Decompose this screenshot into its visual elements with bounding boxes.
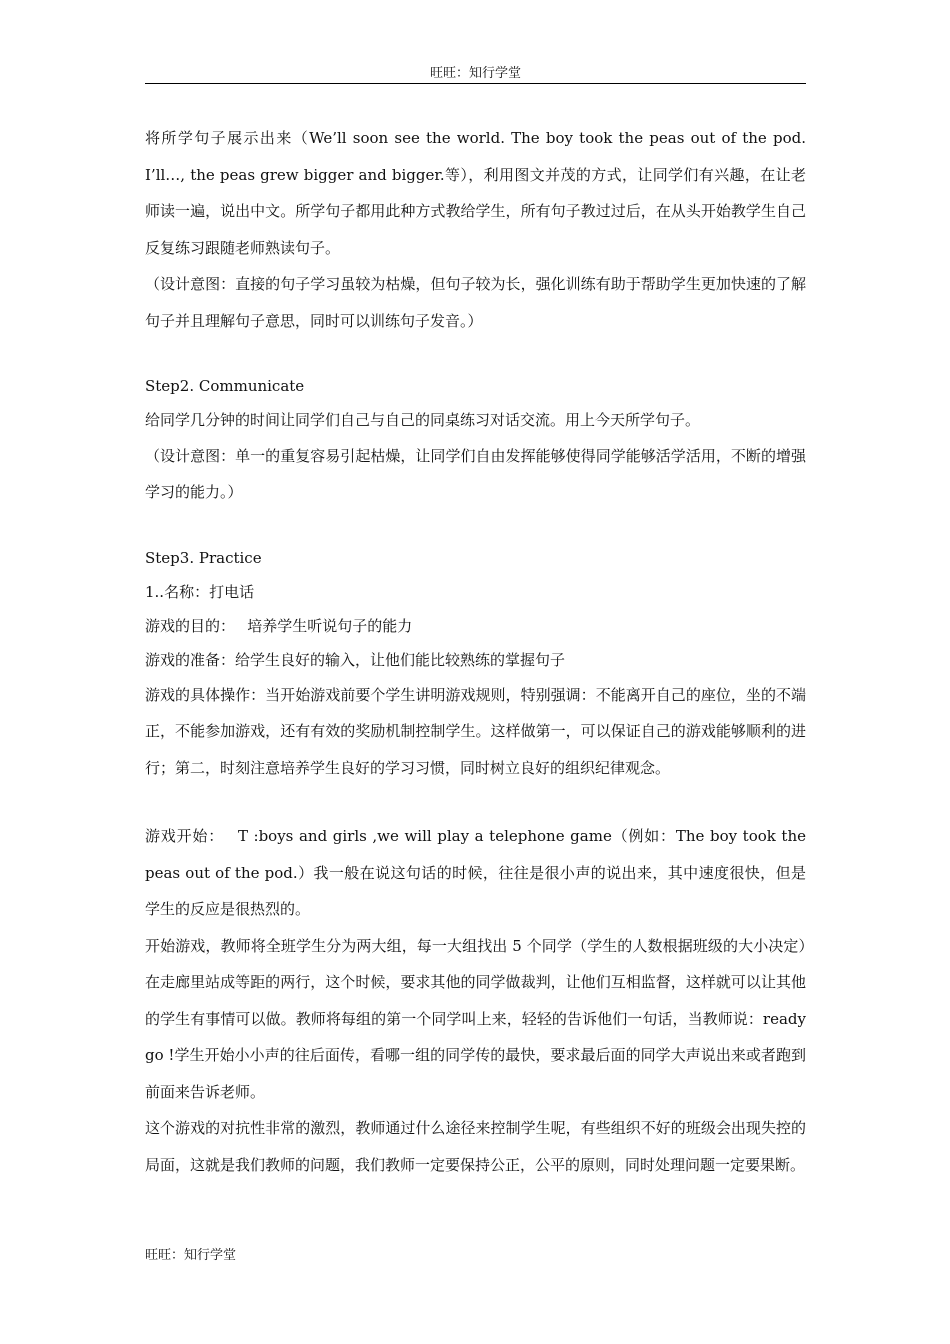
paragraph-communicate: 给同学几分钟的时间让同学们自己与自己的同桌练习对话交流。用上今天所学句子。 [145,411,701,429]
spacer [145,511,806,541]
paragraph-design-intent-1: （设计意图：直接的句子学习虽较为枯燥，但句子较为长，强化训练有助于帮助学生更加快速的了解句子并且理解句子意思，同时可以训练句子发音。） [145,275,806,330]
paragraph-game-control: 这个游戏的对抗性非常的激烈，教师通过什么途径来控制学生呢，有些组织不好的班级会出现失控的局面，这就是我们教师的问题，我们教师一定要保持公正，公平的原则，同时处理问题一定要果断。 [145,1119,806,1174]
game-name: 1..名称：打电话 [145,582,255,601]
step3-heading: Step3. Practice [145,548,262,567]
game-start: 游戏开始： T :boys and girls ,we will play a telephone game（例如：The boy took the peas out of the pod.）我一般在说这句话的时候，往往是很小声的说出来，其中速度很快，但是学生的反应是很热烈的。 [145,827,806,918]
page-header: 旺旺：知行学堂 [429,66,521,81]
paragraph-design-intent-2: （设计意图：单一的重复容易引起枯燥，让同学们自由发挥能够使得同学能够活学活用，不断的增强学习的能力。） [145,446,806,501]
step2-heading: Step2. Communicate [145,377,305,395]
page-footer: 旺旺：知行学堂 [145,1248,237,1263]
spacer [145,339,806,369]
header-divider [145,83,806,84]
game-purpose: 游戏的目的： 培养学生听说句子的能力 [145,616,413,635]
paragraph-sentence-display: 将所学句子展示出来（We’ll soon see the world. The boy took the peas out of the pod. I’ll…, the peas grew bigger and bigger.等），利用图文并茂的方式，让同学们有兴趣，在让老师读一遍，说出中文。所学句子都用此种方式教给学生，所有句子教过过后，在从头开始教学生自己反复练习跟随老师熟读句子。 [145,129,806,257]
spacer [145,786,806,818]
game-preparation: 游戏的准备：给学生良好的输入，让他们能比较熟练的掌握句子 [145,650,566,669]
document-body [145,120,806,1183]
paragraph-game-procedure: 开始游戏，教师将全班学生分为两大组，每一大组找出 5 个同学（学生的人数根据班级的大小决定）在走廊里站成等距的两行，这个时候，要求其他的同学做裁判，让他们互相监督，这样就可以让其他的学生有事情可以做。教师将每组的第一个同学叫上来，轻轻的告诉他们一句话，当教师说：ready go !学生开始小小声的往后面传，看哪一组的同学传的最快，要求最后面的同学大声说出来或者跑到前面来告诉老师。 [145,936,806,1101]
game-operation: 游戏的具体操作：当开始游戏前要个学生讲明游戏规则，特别强调：不能离开自己的座位，坐的不端正，不能参加游戏，还有有效的奖励机制控制学生。这样做第一，可以保证自己的游戏能够顺利的进行；第二，时刻注意培养学生良好的学习习惯，同时树立良好的组织纪律观念。 [145,685,806,777]
